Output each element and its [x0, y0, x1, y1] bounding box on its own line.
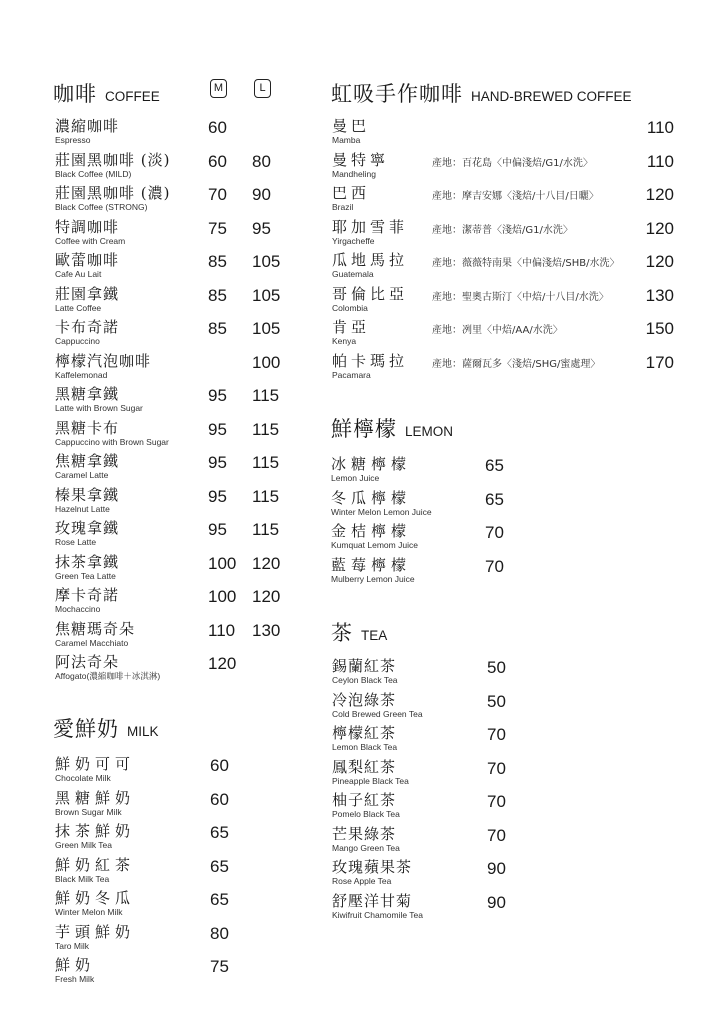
milk-title-zh: 愛鮮奶 — [53, 717, 119, 741]
tea-title-en: TEA — [361, 628, 388, 643]
tea-section-title — [331, 617, 387, 647]
coffee-title-zh: 咖啡 — [53, 82, 97, 106]
item-name-en: Mango Green Tea — [332, 842, 400, 853]
item-name-zh: 歐蕾咖啡 — [55, 251, 120, 269]
item-name-en: Mulberry Lemon Juice — [331, 573, 415, 584]
item-name-zh: 焦糖拿鐵 — [55, 452, 120, 470]
item-name-en: Caramel Macchiato — [55, 637, 129, 648]
price-large: 115 — [252, 419, 280, 439]
item-name-en: Brown Sugar Milk — [55, 806, 122, 817]
item-name-zh: 冷泡綠茶 — [332, 690, 397, 709]
menu-item — [0, 151, 726, 185]
item-name-en: Pineapple Black Tea — [332, 775, 409, 786]
item-price: 65 — [210, 823, 229, 842]
menu-item — [0, 892, 726, 926]
menu-item — [0, 486, 726, 523]
item-price: 70 — [485, 556, 504, 576]
price-medium: 120 — [208, 654, 237, 673]
item-price: 70 — [487, 725, 506, 744]
item-name-zh: 榛果拿鐵 — [55, 485, 120, 504]
handbrew-title-zh: 虹吸手作咖啡 — [331, 82, 463, 106]
item-name-en: Brazil — [332, 202, 354, 212]
price-medium: 60 — [208, 151, 227, 171]
menu-item — [0, 553, 726, 590]
item-name-en: Black Coffee (STRONG) — [55, 202, 148, 212]
item-name-zh: 帕卡瑪拉 — [332, 351, 409, 370]
item-name-en: Mandheling — [332, 168, 376, 179]
item-name-en: Taro Milk — [55, 940, 90, 951]
item-name-zh: 抹茶鮮奶 — [55, 822, 136, 840]
item-price: 65 — [210, 890, 229, 909]
item-name-en: Yirgacheffe — [332, 235, 375, 246]
price-large: 100 — [252, 352, 281, 372]
price-large: 115 — [252, 386, 280, 405]
coffee-title-en: COFFEE — [105, 89, 160, 104]
item-name-en: Affogato(濃縮咖啡＋冰淇淋) — [55, 671, 161, 681]
item-name-en: Lemon Black Tea — [332, 742, 398, 752]
menu-item — [0, 758, 726, 792]
price-medium: 60 — [208, 118, 227, 137]
item-name-zh: 藍莓檸檬 — [331, 555, 412, 574]
item-name-en: Hazelnut Latte — [55, 503, 110, 514]
menu-item — [0, 855, 726, 892]
item-name-en: Cafe Au Lait — [55, 269, 102, 279]
item-name-zh: 舒壓洋甘菊 — [332, 891, 413, 910]
item-name-zh: 芋頭鮮奶 — [55, 922, 136, 941]
price-large: 120 — [252, 553, 281, 573]
item-name-zh: 芒果綠茶 — [332, 824, 397, 843]
menu-item — [0, 184, 726, 218]
item-name-zh: 巴西 — [332, 184, 371, 202]
item-name-en: Cappuccino — [55, 336, 100, 346]
price-medium: 100 — [208, 587, 237, 606]
price-large: 90 — [252, 185, 271, 204]
item-price: 130 — [645, 285, 674, 305]
item-name-en: Rose Apple Tea — [332, 876, 392, 886]
item-price: 65 — [485, 489, 504, 509]
item-price: 170 — [645, 352, 674, 372]
price-medium: 85 — [208, 285, 227, 305]
item-name-zh: 柚子紅茶 — [332, 791, 397, 809]
item-name-en: Mochaccino — [55, 604, 101, 614]
item-price: 90 — [487, 859, 506, 878]
menu-item — [0, 117, 726, 151]
item-name-en: Pacamara — [332, 369, 371, 380]
size-m-badge: M — [210, 79, 227, 98]
item-name-en: Kiwifruit Chamomile Tea — [332, 909, 424, 920]
item-price: 110 — [646, 151, 674, 171]
item-name-zh: 莊園黑咖啡 (濃) — [55, 184, 171, 202]
item-origin: 產地：潔蒂普〈淺焙/G1/水洗〉 — [432, 224, 573, 236]
item-origin: 產地：聖奧古斯汀〈中焙/十八目/水洗〉 — [432, 291, 609, 303]
menu-item — [0, 218, 726, 252]
menu-item — [0, 522, 726, 556]
item-name-en: Lemon Juice — [331, 473, 380, 483]
price-large: 95 — [252, 218, 271, 238]
lemon-section-title — [331, 413, 453, 443]
item-name-zh: 冰糖檸檬 — [331, 455, 412, 473]
menu-item — [0, 285, 726, 319]
item-name-zh: 黑糖鮮奶 — [55, 788, 136, 807]
item-price: 120 — [645, 252, 674, 271]
item-name-zh: 曼巴 — [332, 117, 371, 135]
item-name-en: Fresh Milk — [55, 974, 95, 984]
item-name-zh: 濃縮咖啡 — [55, 117, 120, 135]
item-name-en: Cold Brewed Green Tea — [332, 708, 423, 719]
item-name-en: Latte with Brown Sugar — [55, 403, 143, 413]
menu-item — [0, 657, 726, 691]
price-large: 105 — [252, 285, 281, 305]
item-name-zh: 特調咖啡 — [55, 217, 120, 236]
menu-item — [0, 825, 726, 859]
item-name-zh: 曼特寧 — [332, 150, 390, 169]
item-price: 60 — [210, 789, 229, 809]
menu-item — [0, 956, 726, 990]
item-name-zh: 檸檬汽泡咖啡 — [55, 351, 152, 370]
item-name-en: Kumquat Lemom Juice — [331, 540, 418, 550]
item-name-en: Black Coffee (MILD) — [55, 168, 132, 179]
item-name-en: Ceylon Black Tea — [332, 675, 398, 685]
item-name-zh: 黑糖拿鐵 — [55, 385, 120, 403]
price-large: 105 — [252, 319, 281, 338]
price-large: 105 — [252, 252, 281, 271]
item-name-en: Colombia — [332, 302, 368, 313]
item-name-en: Chocolate Milk — [55, 773, 111, 783]
item-price: 120 — [645, 185, 674, 204]
item-price: 50 — [487, 691, 506, 711]
price-large: 120 — [252, 587, 281, 606]
item-name-zh: 冬瓜檸檬 — [331, 488, 412, 507]
coffee-section-title — [53, 78, 160, 108]
item-name-zh: 瓜地馬拉 — [332, 251, 409, 269]
item-name-zh: 鮮奶 — [55, 956, 96, 974]
menu-item — [0, 586, 726, 620]
menu-item — [0, 923, 726, 957]
price-large: 130 — [252, 620, 281, 640]
handbrew-section-title — [331, 78, 632, 108]
item-price: 150 — [645, 319, 674, 338]
price-large: 115 — [252, 453, 280, 472]
item-name-zh: 金桔檸檬 — [331, 522, 412, 540]
item-name-zh: 錫蘭紅茶 — [332, 657, 397, 675]
item-name-en: Caramel Latte — [55, 470, 109, 480]
price-medium: 95 — [208, 453, 227, 472]
item-name-zh: 阿法奇朵 — [55, 653, 120, 671]
price-medium: 110 — [208, 620, 236, 640]
lemon-title-en: LEMON — [405, 424, 454, 439]
menu-item — [0, 724, 726, 758]
item-price: 60 — [210, 756, 229, 775]
item-name-zh: 玫瑰蘋果茶 — [332, 858, 413, 876]
item-name-en: Rose Latte — [55, 537, 97, 547]
price-medium: 75 — [208, 218, 227, 238]
item-name-en: Guatemala — [332, 269, 374, 279]
item-price: 65 — [210, 856, 229, 876]
menu-item — [0, 691, 726, 725]
menu-item — [0, 352, 726, 386]
item-price: 75 — [210, 957, 229, 976]
item-name-zh: 肯亞 — [332, 318, 371, 336]
price-large: 80 — [252, 151, 271, 171]
item-name-zh: 耶加雪菲 — [332, 217, 409, 236]
item-price: 70 — [487, 758, 506, 778]
price-medium: 95 — [208, 386, 227, 405]
item-price: 50 — [487, 658, 506, 677]
item-price: 70 — [487, 792, 506, 811]
item-name-en: Espresso — [55, 135, 91, 145]
item-price: 65 — [485, 456, 504, 475]
item-price: 90 — [487, 892, 506, 912]
item-name-en: Coffee with Cream — [55, 235, 126, 246]
price-large: 115 — [252, 520, 280, 539]
size-l-badge: L — [254, 79, 271, 98]
menu-item — [0, 455, 726, 489]
item-name-en: Mamba — [332, 135, 361, 145]
item-name-zh: 哥倫比亞 — [332, 284, 409, 303]
item-name-en: Black Milk Tea — [55, 873, 110, 884]
price-medium: 95 — [208, 419, 227, 439]
item-name-zh: 焦糖瑪奇朵 — [55, 619, 136, 638]
item-name-en: Green Tea Latte — [55, 570, 116, 581]
price-medium: 85 — [208, 252, 227, 271]
price-medium: 95 — [208, 486, 227, 506]
item-name-zh: 摩卡奇諾 — [55, 586, 120, 604]
item-name-zh: 抹茶拿鐵 — [55, 552, 120, 571]
item-price: 110 — [646, 118, 674, 137]
menu-item — [0, 251, 726, 285]
lemon-title-zh: 鮮檸檬 — [331, 417, 397, 441]
item-name-en: Cappuccino with Brown Sugar — [55, 436, 169, 447]
item-price: 80 — [210, 923, 229, 943]
item-name-zh: 卡布奇諾 — [55, 318, 120, 336]
item-name-zh: 莊園黑咖啡 (淡) — [55, 150, 171, 169]
item-name-zh: 鮮奶可可 — [55, 755, 136, 773]
menu-item — [0, 318, 726, 352]
menu-item — [0, 788, 726, 825]
item-name-en: Winter Melon Milk — [55, 907, 123, 917]
item-name-zh: 鳳梨紅茶 — [332, 757, 397, 776]
price-medium: 85 — [208, 319, 227, 338]
item-name-zh: 莊園拿鐵 — [55, 284, 120, 303]
item-price: 120 — [645, 218, 674, 238]
handbrew-title-en: HAND-BREWED COFFEE — [471, 89, 632, 104]
item-price: 70 — [487, 825, 506, 845]
price-medium: 70 — [208, 185, 227, 204]
tea-title-zh: 茶 — [331, 621, 353, 645]
item-name-en: Pomelo Black Tea — [332, 809, 400, 819]
item-name-en: Kenya — [332, 336, 357, 346]
item-name-en: Latte Coffee — [55, 302, 102, 313]
item-name-zh: 黑糖卡布 — [55, 418, 120, 437]
item-name-zh: 鮮奶冬瓜 — [55, 889, 136, 907]
item-origin: 產地：薇薇特南果〈中偏淺焙/SHB/水洗〉 — [432, 258, 620, 269]
item-name-en: Winter Melon Lemon Juice — [331, 506, 432, 517]
item-origin: 產地：摩吉安娜〈淺焙/十八目/日曬〉 — [432, 191, 599, 202]
item-origin: 產地：百花島〈中偏淺焙/G1/水洗〉 — [432, 157, 593, 169]
milk-title-en: MILK — [127, 724, 159, 739]
item-name-zh: 檸檬紅茶 — [332, 724, 397, 742]
price-medium: 100 — [208, 553, 237, 573]
item-name-zh: 玫瑰拿鐵 — [55, 519, 120, 537]
item-origin: 產地：薩爾瓦多〈淺焙/SHG/蜜處理〉 — [432, 358, 601, 370]
item-name-zh: 鮮奶紅茶 — [55, 855, 136, 874]
item-name-en: Green Milk Tea — [55, 840, 113, 850]
item-origin: 產地：冽里〈中焙/AA/水洗〉 — [432, 325, 563, 336]
price-medium: 95 — [208, 520, 227, 539]
item-name-en: Kaffelemonad — [55, 369, 108, 380]
item-price: 70 — [485, 523, 504, 542]
price-large: 115 — [252, 486, 280, 506]
